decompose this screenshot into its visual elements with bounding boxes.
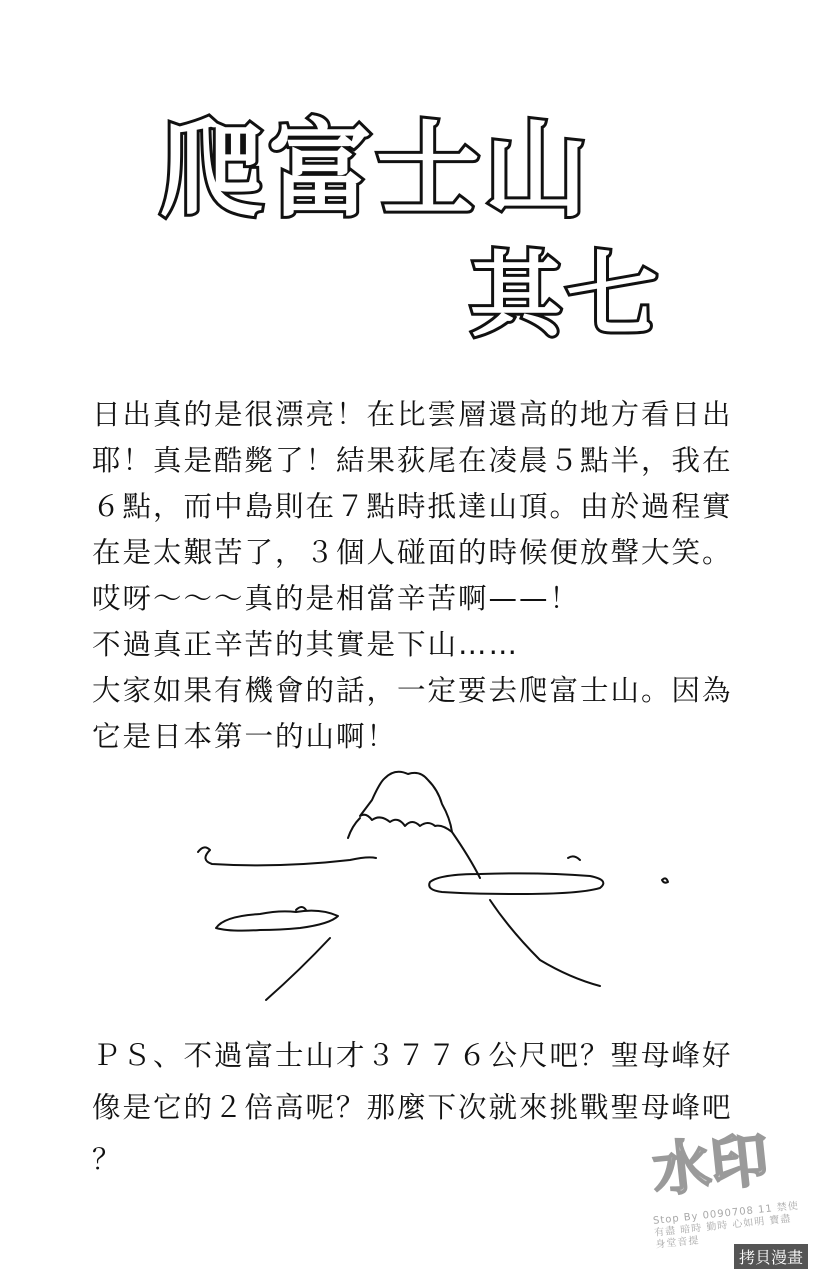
page-subtitle: 其七 (470, 242, 663, 349)
body-line: 它是日本第一的山啊！ (92, 720, 398, 753)
cloud-accent (296, 907, 306, 910)
body-line: 不過真正辛苦的其實是下山…… (92, 628, 520, 661)
mountain-right-slope (452, 832, 600, 986)
mountain-snowcap (360, 772, 452, 832)
watermark (628, 1100, 816, 1275)
body-line: 日出真的是很漂亮！在比雲層還高的地方看日出 (92, 398, 733, 431)
ps-line: 像是它的２倍高呢？那麼下次就來挑戰聖母峰吧 (92, 1091, 733, 1124)
body-text (92, 392, 772, 760)
cloud-left-upper (198, 847, 376, 865)
cloud-right-small (568, 856, 580, 860)
watermark-title: 水印 (649, 1125, 772, 1205)
watermark-caption: 拷貝漫畫 (734, 1244, 808, 1269)
mount-fuji-drawing (180, 760, 700, 1020)
ps-line: ？ (92, 1143, 123, 1176)
ps-line: ＰＳ、不過富士山才３７７６公尺吧？聖母峰好 (92, 1039, 733, 1072)
body-line: 大家如果有機會的話，一定要去爬富士山。因為 (92, 674, 733, 707)
body-line: 哎呀～～～真的是相當辛苦啊——！ (92, 582, 581, 615)
body-line: 耶！真是酷斃了！結果荻尾在凌晨５點半，我在 (92, 444, 733, 477)
body-line: ６點，而中島則在７點時抵達山頂。由於過程實 (92, 490, 733, 523)
cloud-dot (662, 878, 668, 882)
page-title: 爬富士山 (160, 109, 593, 231)
cloud-right-large (429, 873, 603, 894)
cloud-left-lower (216, 911, 338, 931)
mountain-left-slope (266, 818, 360, 1000)
watermark-small-text: Stop By 0090708 11 禁使有盡 暗時 勤時 心如明 寶盡 身堂音提 (652, 1200, 800, 1251)
body-line: 在是太艱苦了，３個人碰面的時候便放聲大笑。 (92, 536, 733, 569)
